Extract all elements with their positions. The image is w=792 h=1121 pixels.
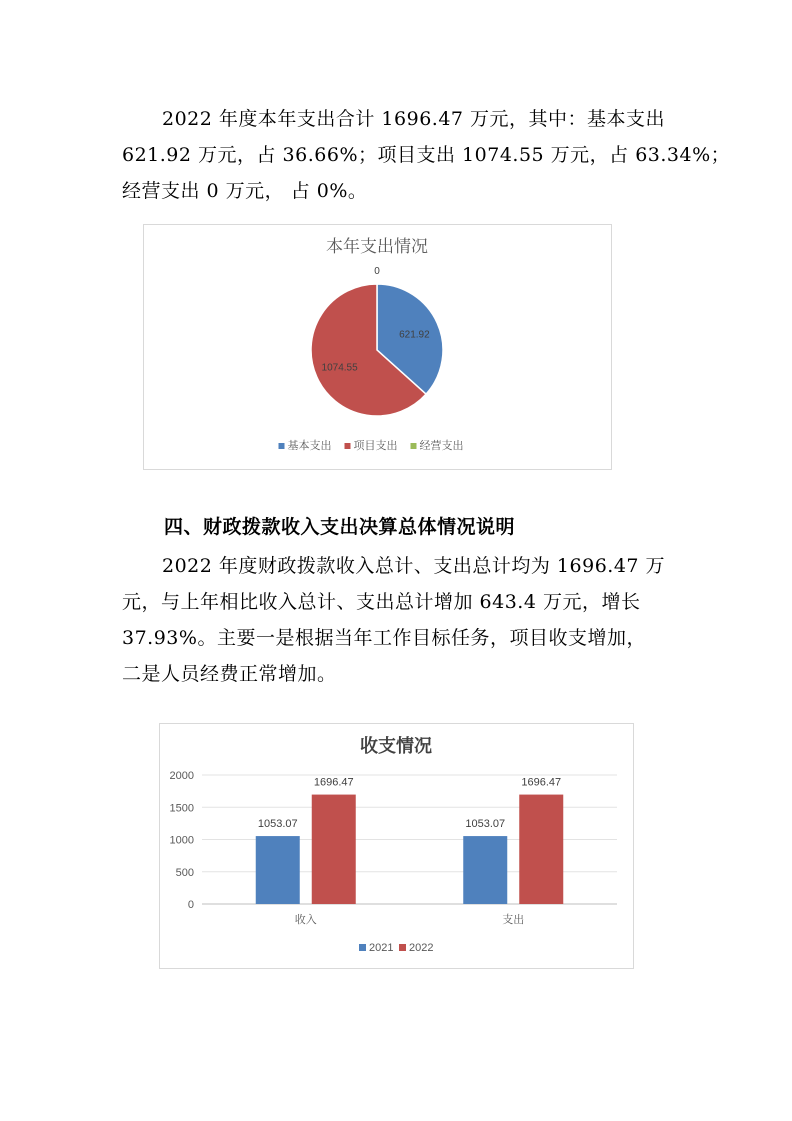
pie-legend-swatch: [279, 443, 285, 449]
y-tick-label: 1000: [169, 834, 194, 847]
pie-chart-title: 本年支出情况: [326, 237, 428, 256]
bar-chart-container: [159, 723, 634, 969]
paragraph-line: 37.93%。主要一是根据当年工作目标任务，项目收支增加，: [122, 627, 646, 649]
pie-data-label: 0: [374, 266, 380, 277]
bar-data-label: 1053.07: [257, 818, 298, 831]
paragraph-line: 元，与上年相比收入总计、支出总计增加 643.4 万元，增长: [122, 591, 641, 613]
pie-legend-label: 基本支出: [287, 440, 332, 452]
pie-data-label: 621.92: [399, 329, 430, 341]
paragraph-line: 二是人员经费正常增加。: [122, 663, 337, 685]
bar: [312, 795, 356, 904]
y-tick-label: 1500: [169, 802, 194, 815]
pie-chart: [144, 225, 611, 469]
bar-data-label: 1053.07: [465, 818, 506, 831]
paragraph-line: 621.92 万元，占 36.66%；项目支出 1074.55 万元，占 63.34%；: [122, 144, 731, 166]
bar-data-label: 1696.47: [521, 776, 562, 789]
y-tick-label: 500: [175, 866, 194, 879]
bar-data-label: 1696.47: [313, 776, 354, 789]
pie-chart-container: [143, 224, 612, 470]
bar-chart-title: 收支情况: [360, 736, 432, 756]
bar-legend-label: 2021: [369, 942, 394, 954]
paragraph-fiscal-summary: [122, 548, 670, 692]
pie-data-label: 1074.55: [321, 362, 358, 374]
bar-legend-swatch: [399, 944, 406, 951]
pie-legend-label: 经营支出: [419, 440, 464, 452]
y-tick-label: 0: [187, 899, 194, 911]
y-tick-label: 2000: [169, 770, 194, 782]
bar: [256, 836, 300, 904]
pie-legend-label: 项目支出: [353, 440, 398, 452]
bar: [519, 795, 563, 904]
paragraph-line: 经营支出 0 万元， 占 0%。: [122, 180, 368, 202]
x-category-label: 支出: [502, 914, 525, 926]
section-heading: 四、财政拨款收入支出决算总体情况说明: [164, 516, 516, 538]
bar-legend-label: 2022: [409, 942, 434, 954]
paragraph-expenditure-summary: [122, 101, 731, 209]
bar: [463, 836, 507, 904]
pie-legend-swatch: [411, 443, 417, 449]
paragraph-line: 2022 年度本年支出合计 1696.47 万元，其中：基本支出: [162, 108, 666, 130]
x-category-label: 收入: [294, 914, 317, 926]
pie-legend-swatch: [345, 443, 351, 449]
paragraph-line: 2022 年度财政拨款收入总计、支出总计均为 1696.47 万: [162, 555, 666, 577]
bar-legend-swatch: [359, 944, 366, 951]
bar-chart: [160, 724, 633, 968]
